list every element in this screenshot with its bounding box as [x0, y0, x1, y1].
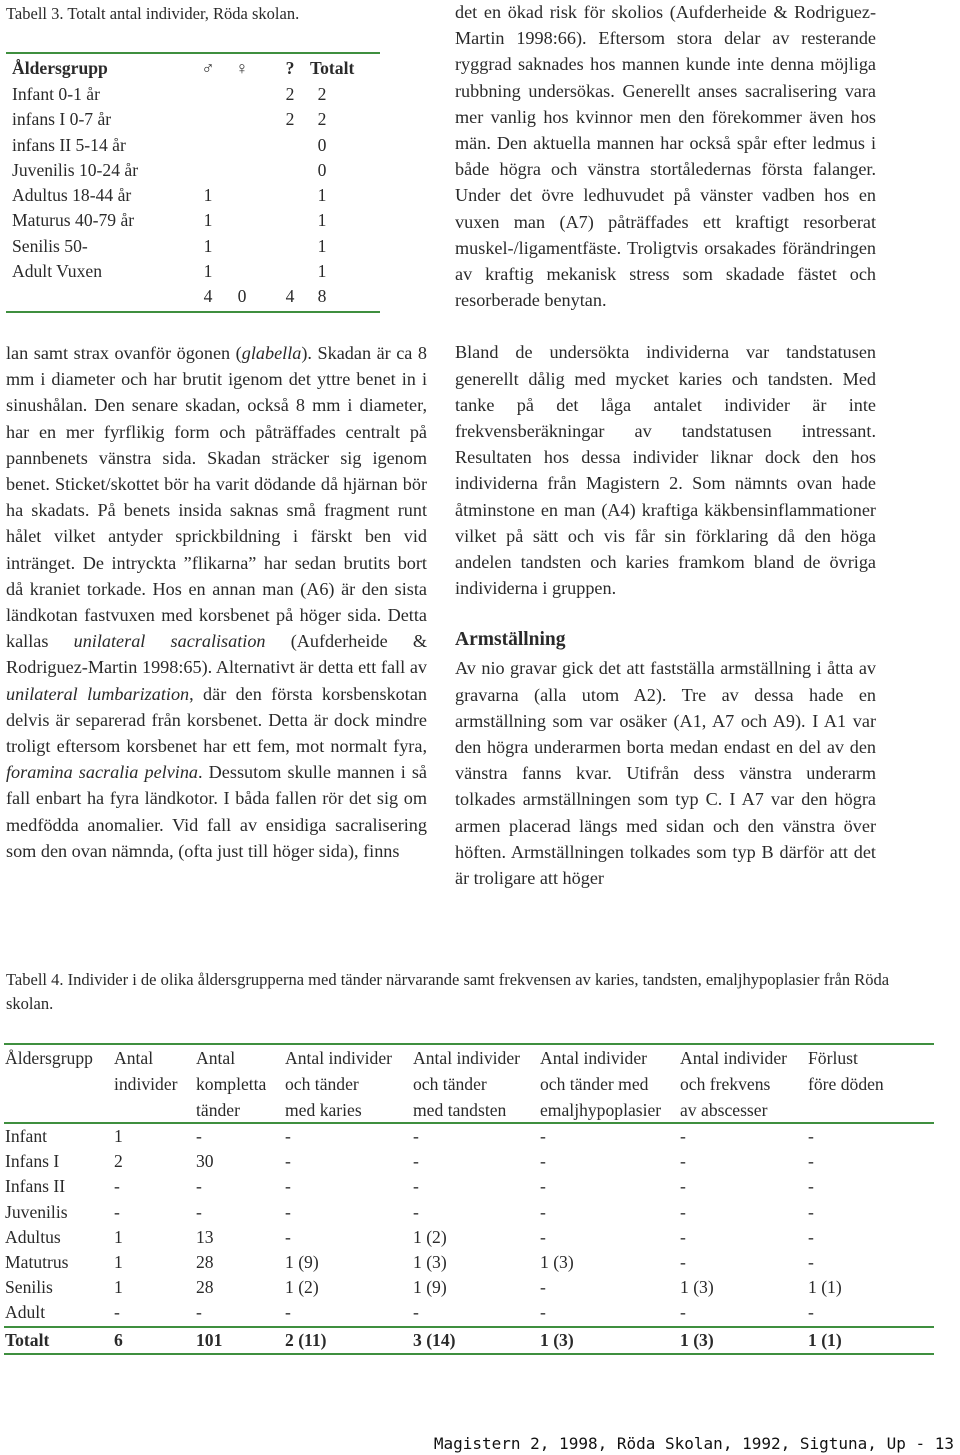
- table3-cell-unknown: 2: [285, 109, 295, 130]
- table4-cell: -: [285, 1302, 291, 1323]
- table4-total-row: [4, 1328, 934, 1353]
- table4-cell: 1 (3): [413, 1251, 447, 1272]
- table3-cell-total: 1: [317, 235, 327, 256]
- table4-cell: -: [808, 1201, 814, 1222]
- table4-cell: 1 (2): [285, 1277, 319, 1298]
- table3-row: [6, 259, 380, 284]
- table4-cell: -: [808, 1126, 814, 1146]
- table4-body: [4, 1124, 934, 1326]
- text-run: ). Skadan är ca 8 mm i diameter och har brutit igenom det yttre benet in i sinushålan. Den senare skadan, också 8 mm i diameter, har en mer fyrflikig form och påträffades centralt på pannbenets vänstra sida. Skadan sträcker sig igenom benet. Sticket/skottet bör ha varit dödande då hjärnan bör ha skadats. På benets insida saknas små fragment runt hålet vilket antyder sprickbildning i färskt ben vid intränget. De intryckta ”flikarna” har sedan brutits bort då kraniet torkade. Hos en annan man (A6) är den sista ländkotan fastvuxen med korsbenet på höger sida. Detta kallas: [6, 343, 427, 652]
- table4-bottom-rule: [4, 1353, 934, 1355]
- table4-cell: Matutrus: [5, 1251, 69, 1272]
- table4-cell: -: [413, 1126, 419, 1146]
- table3-sum-female: 0: [237, 286, 247, 307]
- male-symbol: ♂: [201, 58, 215, 78]
- table4-cell: -: [196, 1201, 202, 1222]
- table4-cell: -: [285, 1201, 291, 1222]
- right-paragraph-2: Bland de undersökta individerna var tandstatusen generellt dålig med mycket karies och tandsten. Med tanke på det låga antalet individer är inte frekvensberäkningar av tandstatusen intressant. Resultaten hos dessa individer liknar dock den hos individerna från Magistern 2. Som nämnts ovan hade åtminstone en man (A4) kraftiga käkbensinflammationer vilket på sätt och vis får sin förklaring då den höga andelen tandsten och karies framkom bland de övriga individerna i gruppen.: [455, 342, 876, 599]
- table4-cell: 1 (3): [680, 1277, 714, 1298]
- table4-cell: -: [196, 1176, 202, 1197]
- table4-cell: -: [680, 1201, 686, 1222]
- table3-cell-group: Adult Vuxen: [12, 261, 103, 282]
- table3-cell-total: 1: [317, 210, 327, 231]
- table3-sum-row: [6, 284, 380, 309]
- table4-cell: 1: [114, 1251, 123, 1272]
- table3-row: [6, 107, 380, 132]
- table4-cell: -: [808, 1176, 814, 1197]
- table4-row: [4, 1225, 934, 1250]
- table4-cell: -: [114, 1302, 120, 1323]
- table3-cell-group: Infant 0-1 år: [12, 84, 100, 104]
- latin-term: unilateral sacralisation: [73, 631, 266, 652]
- table4-header-cell: Antal individer och frekvens av abscesser: [680, 1048, 788, 1120]
- table3-cell-total: 2: [317, 84, 327, 104]
- unknown-symbol: ?: [285, 58, 295, 78]
- table4-cell: 28: [196, 1277, 214, 1298]
- table3-row: [6, 82, 380, 107]
- table3-cell-total: 2: [317, 109, 327, 130]
- table4-cell: -: [413, 1151, 419, 1172]
- table4-total-cell: 3 (14): [413, 1329, 456, 1350]
- table3-cell-total: 0: [317, 134, 327, 155]
- table4-row: [4, 1275, 934, 1300]
- table4-header-cell: Antal kompletta tänder: [196, 1048, 267, 1120]
- table4-cell: -: [540, 1201, 546, 1222]
- table4-cell: Infant: [5, 1126, 48, 1146]
- table3-cell-group: Senilis 50-: [12, 235, 88, 256]
- table3: [6, 52, 380, 313]
- table4-cell: Adultus: [5, 1226, 61, 1247]
- table4-cell: -: [285, 1126, 291, 1146]
- right-column: [455, 0, 876, 891]
- table3-cell-group: infans II 5-14 år: [12, 134, 126, 155]
- table4-cell: -: [196, 1126, 202, 1146]
- female-symbol: ♀: [235, 58, 249, 78]
- table4-cell: 1: [114, 1277, 123, 1298]
- table4-cell: Infans II: [5, 1176, 66, 1197]
- table4-cell: -: [540, 1151, 546, 1172]
- table3-header-group: Åldersgrupp: [12, 58, 108, 78]
- table4-cell: -: [680, 1126, 686, 1146]
- table4-header-cell: Antal individer och tänder med emaljhypoplasier: [540, 1048, 662, 1120]
- table4-total-cell: Totalt: [5, 1329, 50, 1350]
- left-column: [6, 340, 427, 864]
- table4-cell: -: [680, 1151, 686, 1172]
- table4-total-cell: 1 (1): [808, 1329, 842, 1350]
- table3-sum-male: 4: [203, 286, 213, 307]
- table4-cell: -: [540, 1176, 546, 1197]
- text-run: (Aufderheide & Rodriguez-Martin 1998:65). Alternativt är detta ett fall av: [6, 631, 427, 678]
- table3-sum-total: 8: [317, 286, 327, 307]
- table4: [4, 1043, 934, 1355]
- table4-cell: -: [680, 1176, 686, 1197]
- table3-row: [6, 133, 380, 158]
- table3-cell-male: 1: [203, 261, 213, 282]
- table3-cell-group: infans I 0-7 år: [12, 109, 112, 130]
- table4-cell: 1 (9): [413, 1277, 447, 1298]
- table4-cell: 28: [196, 1251, 214, 1272]
- table4-cell: 30: [196, 1151, 214, 1172]
- text-run: lan samt strax ovanför ögonen (: [6, 343, 242, 363]
- table3-row: [6, 234, 380, 259]
- table4-cell: -: [413, 1201, 419, 1222]
- table4-total-cell: 6: [114, 1329, 123, 1350]
- table4-row: [4, 1174, 934, 1199]
- table4-row: [4, 1250, 934, 1275]
- table4-cell: -: [413, 1302, 419, 1323]
- table4-cell: -: [808, 1302, 814, 1323]
- table4-cell: -: [680, 1302, 686, 1323]
- table4-row: [4, 1149, 934, 1174]
- table3-cell-unknown: 2: [285, 84, 295, 104]
- table4-cell: -: [808, 1251, 814, 1272]
- table4-cell: -: [540, 1302, 546, 1323]
- table4-cell: -: [196, 1302, 202, 1323]
- table3-cell-male: 1: [203, 235, 213, 256]
- table4-cell: 1 (3): [540, 1251, 574, 1272]
- table4-cell: -: [114, 1201, 120, 1222]
- table4-row: [4, 1200, 934, 1225]
- table4-header-cell: Antal individer: [114, 1048, 178, 1094]
- table3-row: [6, 208, 380, 233]
- table4-row: [4, 1300, 934, 1325]
- table3-body: [6, 82, 380, 284]
- table4-cell: -: [680, 1251, 686, 1272]
- table3-bottom-rule: [6, 311, 380, 313]
- table4-cell: Senilis: [5, 1277, 53, 1298]
- table4-cell: Juvenilis: [5, 1201, 68, 1222]
- table4-cell: 2: [114, 1151, 123, 1172]
- table4-total-cell: 1 (3): [540, 1329, 574, 1350]
- table3-cell-male: 1: [203, 185, 213, 206]
- table4-cell: 1 (1): [808, 1277, 842, 1298]
- table4-cell: 1: [114, 1226, 123, 1247]
- table3-cell-group: Juvenilis 10-24 år: [12, 159, 139, 180]
- table4-caption: Tabell 4. Individer i de olika åldersgrupperna med tänder närvarande samt frekvensen av karies, tandsten, emaljhypoplasier från Röda skolan.: [6, 970, 890, 1013]
- table4-total-cell: 101: [196, 1329, 223, 1350]
- table4-cell: -: [540, 1277, 546, 1298]
- table3-sum-unknown: 4: [285, 286, 295, 307]
- table4-cell: -: [808, 1151, 814, 1172]
- table3-row: [6, 158, 380, 183]
- table4-header-cell: Förlust före döden: [808, 1048, 884, 1094]
- text-run: , där den första korsbenskotan delvis är separerad från korsbenet. Detta är dock mindre troligt eftersom korsbenet har ett fem, mot normalt fyra,: [6, 683, 427, 757]
- table4-cell: -: [413, 1176, 419, 1197]
- table4-total-cell: 2 (11): [285, 1329, 327, 1350]
- table4-cell: Adult: [5, 1302, 46, 1323]
- table3-header-total: Totalt: [310, 58, 355, 78]
- table4-header-cell: Antal individer och tänder med tandsten: [413, 1048, 521, 1120]
- table3-cell-male: 1: [203, 210, 213, 231]
- table4-cell: -: [680, 1226, 686, 1247]
- table4-cell: -: [285, 1151, 291, 1172]
- table4-cell: -: [285, 1226, 291, 1247]
- table4-cell: -: [540, 1126, 546, 1146]
- table3-cell-group: Maturus 40-79 år: [12, 210, 135, 231]
- left-paragraph: [6, 340, 427, 864]
- page-footer: Magistern 2, 1998, Röda Skolan, 1992, Sigtuna, Up - 13: [433, 1434, 954, 1453]
- table4-cell: -: [285, 1176, 291, 1197]
- section-heading: Armställning: [455, 629, 566, 651]
- table4-cell: 1 (9): [285, 1251, 319, 1272]
- table4-cell: -: [114, 1176, 120, 1197]
- table4-total-cell: 1 (3): [680, 1329, 714, 1350]
- table4-cell: -: [808, 1226, 814, 1247]
- text-run: . Dessutom skulle mannen i så fall enbart ha fyra ländkotor. I båda fallen rör det sig om medfödda anomalier. Vid fall av ensidiga sacralisering som den ovan nämnda, (ofta just till höger sida), finns: [6, 762, 427, 861]
- right-paragraph-1: det en ökad risk för skolios (Aufderheide & Rodriguez-Martin 1998:66). Eftersom stora delar av resterande ryggrad saknades hos mannen kunde inte denna möjliga rubbning undersökas. Generellt anses sacralisering vara mer vanlig hos kvinnor men den förekommer även hos män. Den aktuella mannen har också spår efter ledmus i både högra och vänstra stortåledernas första falanger. Under det övre ledhuvudet på vänster vadben hos en vuxen man (A7) påträffades ett kraftigt resorberat muskel-/ligamentfäste. Troligtvis orsakades förändringen av kraftig mekanisk stress som skadade fästet och resorberade benytan.: [455, 2, 876, 311]
- table4-cell: Infans I: [5, 1151, 60, 1172]
- table4-header-row: [4, 1045, 934, 1122]
- latin-term: glabella: [241, 343, 302, 363]
- table4-cell: 1 (2): [413, 1226, 447, 1247]
- table3-row: [6, 183, 380, 208]
- table4-cell: 13: [196, 1226, 214, 1247]
- latin-term: foramina sacralia pelvina: [6, 762, 199, 783]
- table4-header-cell: Åldersgrupp: [5, 1048, 93, 1068]
- table4-cell: 1: [114, 1126, 123, 1146]
- table3-cell-total: 1: [317, 261, 327, 282]
- table4-header-cell: Antal individer och tänder med karies: [285, 1048, 393, 1120]
- table3-cell-total: 0: [317, 159, 327, 180]
- table3-cell-group: Adultus 18-44 år: [12, 185, 132, 206]
- table3-header-row: [6, 54, 380, 82]
- table4-row: [4, 1124, 934, 1149]
- table3-cell-total: 1: [317, 185, 327, 206]
- latin-term: unilateral lumbarization: [6, 683, 190, 704]
- right-paragraph-3: Av nio gravar gick det att fastställa armställning i åtta av gravarna (alla utom A2). Tre av dessa hade en armställning som var osäker (A1, A7 och A9). I A1 var den högra underarmen borta medan endast en del av den vänstra fanns kvar. Utifrån dess vänstra underarm tolkades armställningen som typ C. I A7 var den högra armen placerad längs med sidan och den vänstra över höften. Armställningen tolkades som typ B därför att det är troligare att höger: [455, 658, 876, 889]
- table4-cell: -: [540, 1226, 546, 1247]
- table3-caption: Tabell 3. Totalt antal individer, Röda skolan.: [6, 4, 300, 23]
